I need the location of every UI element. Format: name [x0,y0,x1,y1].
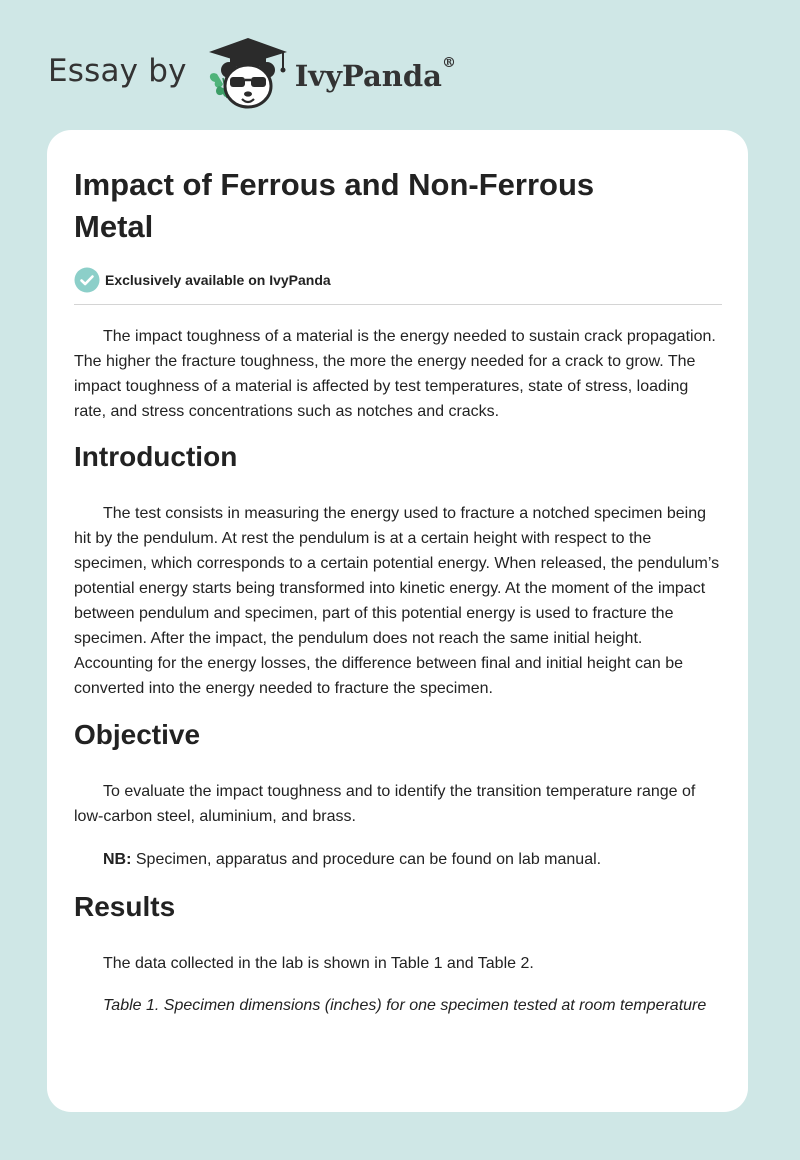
registered-mark: ® [441,55,456,71]
table-caption: Table 1. Specimen dimensions (inches) for one specimen tested at room temperature [103,997,707,1014]
page-title: Impact of Ferrous and Non-Ferrous Metal [74,167,595,244]
check-circle-icon [74,267,100,293]
introduction-paragraph: The test consists in measuring the energy used to fracture a notched specimen being hit by the pendulum. At rest the pendulum is at a certain height with respect to the specimen, which corresponds to a certain potential energy. When released, the pendulum’s potential energy starts being transformed into kinetic energy. At the moment of the impact between pendulum and specimen, part of this potential energy is used to fracture the specimen. After the impact, the pendulum does not reach the same initial height. Accounting for the energy losses, the difference between final and initial height can be converted into the energy needed to fracture the specimen. [74,505,720,697]
exclusive-badge [74,266,722,294]
objective-heading: Objective [74,719,201,750]
intro-paragraph: The impact toughness of a material is the energy needed to sustain crack propagation. The higher the fracture toughness, the more the energy needed for a crack to grow. The impact toughness of a material is affected by test temperatures, state of stress, loading rate, and stress concentrations such as notches and cracks. [74,328,716,420]
results-paragraph: The data collected in the lab is shown in Table 1 and Table 2. [103,955,534,972]
results-heading: Results [74,891,176,922]
nb-label: NB: [103,851,132,868]
essay-body [74,324,722,1018]
exclusive-badge-text: Exclusively available on IvyPanda [105,272,331,288]
objective-paragraph: To evaluate the impact toughness and to identify the transition temperature range of low-carbon steel, aluminium, and brass. [74,783,696,825]
brand-name[interactable]: IvyPanda® [294,55,456,93]
panda-graduate-logo-icon[interactable] [203,34,293,114]
nb-note [74,847,722,872]
site-header [48,34,456,114]
essay-by-label: Essay by [48,53,187,89]
title-divider [74,304,722,305]
nb-text: Specimen, apparatus and procedure can be found on lab manual. [131,851,602,868]
introduction-heading: Introduction [74,441,238,472]
essay-card [47,130,748,1112]
